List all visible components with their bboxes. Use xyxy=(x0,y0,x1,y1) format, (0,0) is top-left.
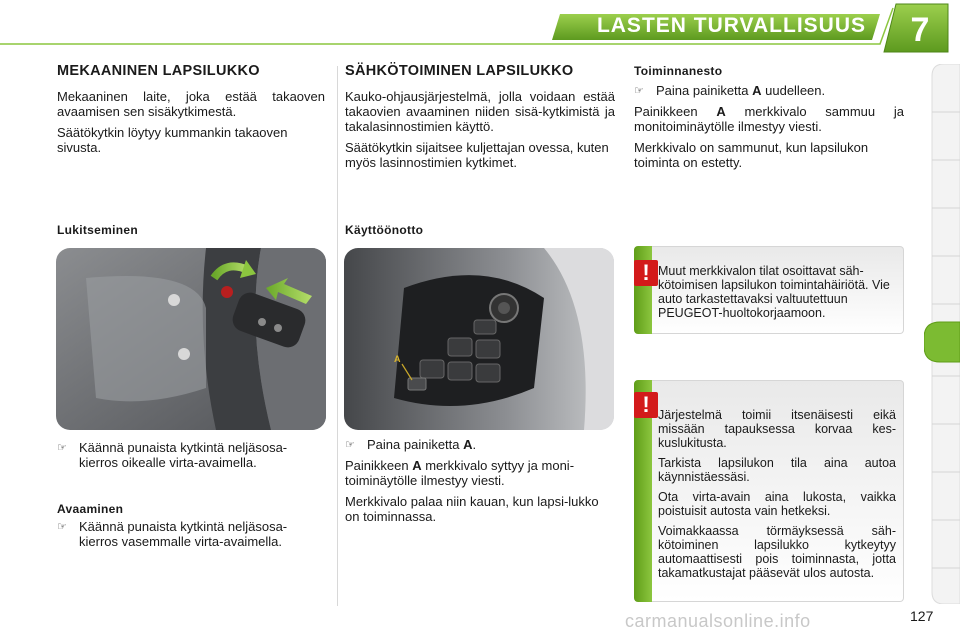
page-header xyxy=(0,0,960,56)
warning-box-malfunction xyxy=(634,246,904,334)
activation-bullet: Paina painiketta A. xyxy=(367,437,477,452)
opening-instruction xyxy=(57,519,325,549)
opening-bullet-text: Käännä punaista kytkintä neljäsosa-kierros vasemmalle virta-avaimella. xyxy=(79,519,288,549)
deactivation-section xyxy=(634,64,904,176)
warning-box-system xyxy=(634,380,904,602)
mechanical-lock-intro: Mekaaninen laite, joka estää takaoven avaamisen sen sisäkytkimestä. xyxy=(57,89,325,119)
activation-duration-text: Merkkivalo palaa niin kauan, kun lapsi-lukko on toiminnassa. xyxy=(345,494,599,524)
opening-title: Avaaminen xyxy=(57,502,124,516)
page-title: LASTEN TURVALLISUUS xyxy=(596,14,866,37)
button-a-label: A xyxy=(394,354,401,364)
warning-system-text xyxy=(658,408,896,586)
electric-lock-title: SÄHKÖTOIMINEN LAPSILUKKO xyxy=(345,63,574,79)
warning-malfunction-text: Muut merkkivalon tilat osoittavat säh-kötoimisen lapsilukon toimintahäiriötä. Vie auto tarkastettavaksi valtuutettuun PEUGEOT-huoltokorjaamoon. xyxy=(658,264,890,320)
mechanical-lock-location: Säätökytkin löytyy kummankin takaoven sivusta. xyxy=(57,125,288,155)
deactivation-confirm-text: Merkkivalo on sammunut, kun lapsilukon toiminta on estetty. xyxy=(634,140,869,170)
hand-pointer-icon: ☞ xyxy=(634,84,644,97)
mechanical-lock-section xyxy=(57,64,325,161)
electric-lock-intro: Kauko-ohjausjärjestelmä, jolla voidaan estää takaovien avaaminen niiden sisä-kytkimistä ja takalasinnostimien käyttö. xyxy=(345,89,615,134)
activation-title: Käyttöönotto xyxy=(345,223,424,237)
chapter-tabs xyxy=(924,64,960,604)
hand-pointer-icon: ☞ xyxy=(57,441,67,454)
warning-system-p1: Järjestelmä toimii itsenäisesti eikä missään tapauksessa korvaa kes-kuslukitusta. xyxy=(658,408,896,450)
hand-pointer-icon: ☞ xyxy=(345,438,355,451)
locking-bullet-text: Käännä punaista kytkintä neljäsosa-kierros oikealle virta-avaimella. xyxy=(79,440,288,470)
warning-system-p3: Ota virta-avain aina lukosta, vaikka poistuisit autosta vain hetkeksi. xyxy=(658,490,896,518)
deactivation-bullet: Paina painiketta A uudelleen. xyxy=(656,83,826,98)
locking-title: Lukitseminen xyxy=(57,223,138,237)
warning-system-p2: Tarkista lapsilukon tila aina autoa käynnistäessäsi. xyxy=(658,456,896,484)
hand-pointer-icon: ☞ xyxy=(57,520,67,533)
warning-system-p4: Voimakkaassa törmäyksessä säh-kötoiminen lapsilukko kytkeytyy automaattisesti pois toiminnasta, jotta takamatkustajat pääsevät ulos autosta. xyxy=(658,524,896,580)
electric-lock-location: Säätökytkin sijaitsee kuljettajan ovessa, kuten myös lasinnostimien kytkimet. xyxy=(345,140,609,170)
locking-instruction xyxy=(57,440,325,470)
watermark: carmanualsonline.info xyxy=(625,611,811,631)
electric-lock-section xyxy=(345,64,615,176)
mechanical-lock-title: MEKAANINEN LAPSILUKKO xyxy=(57,63,260,79)
window-switch-photo xyxy=(344,248,614,430)
page-number: 127 xyxy=(910,608,934,624)
column-divider xyxy=(337,66,338,606)
chapter-number: 7 xyxy=(910,11,930,49)
exclamation-icon: ! xyxy=(634,392,658,418)
active-chapter-tab xyxy=(924,322,960,362)
activation-indicator-text: Painikkeen A merkkivalo syttyy ja moni-toiminäytölle ilmestyy viesti. xyxy=(345,458,575,488)
activation-instructions xyxy=(345,437,615,530)
exclamation-icon: ! xyxy=(634,260,658,286)
deactivation-title: Toiminnanesto xyxy=(634,64,723,78)
deactivation-indicator-text: Painikkeen A merkkivalo sammuu ja monitoiminäytölle ilmestyy viesti. xyxy=(634,104,904,134)
door-lock-photo xyxy=(56,248,326,430)
